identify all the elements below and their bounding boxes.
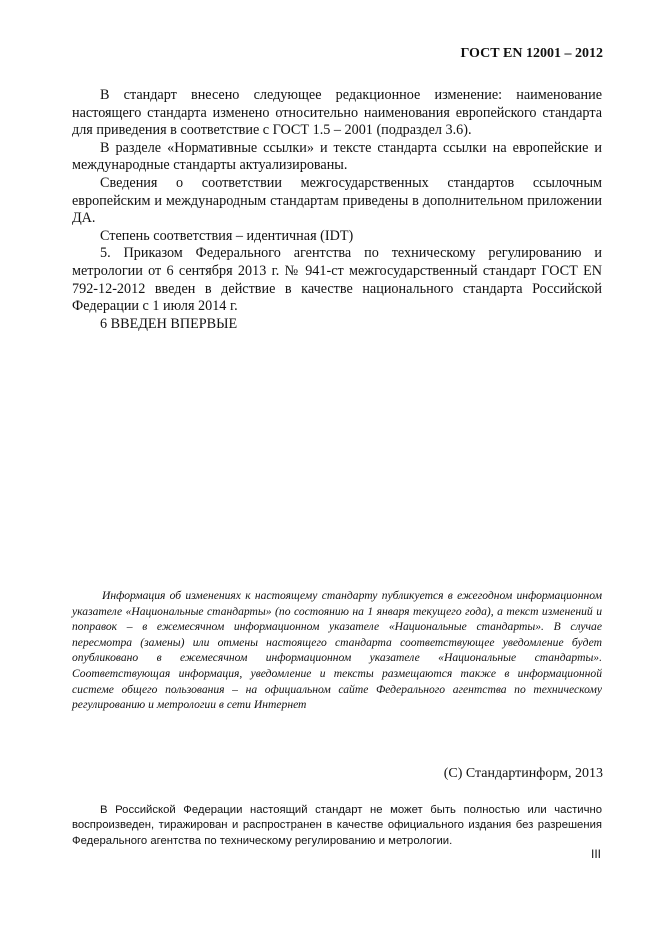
paragraph-correspondence-info: Сведения о соответствии межгосударственных стандартов ссылочным европейским и международным стандартам приведены в дополнительном приложении ДА. — [72, 174, 602, 227]
preface-body — [72, 87, 602, 333]
info-note-text: Информация об изменениях к настоящему стандарту публикуется в ежегодном информационном указателе «Национальные стандарты» (по состоянию на 1 января текущего года), а текст изменений и поправок – в ежемесячном информационном указателе «Национальные стандарты». В случае пересмотра (замены) или отмены настоящего стандарта соответствующее уведомление будет опубликовано в ежемесячном информационном указателе «Национальные стандарты». Соответствующая информация, уведомление и тексты размещаются также в информационной системе общего пользования – на официальном сайте Федерального агентства по техническому регулированию и метрологии в сети Интернет — [72, 589, 602, 712]
reprint-notice — [72, 803, 602, 849]
paragraph-degree-of-correspondence: Степень соответствия – идентичная (IDT) — [100, 227, 354, 244]
changes-info-note — [72, 588, 602, 713]
page-number: III — [590, 847, 601, 861]
paragraph-order: 5. Приказом Федерального агентства по техническому регулированию и метрологии от 6 сентября 2013 г. № 941-ст межгосударственный стандарт ГОСТ EN 792-12-2012 введен в действие в качестве национального стандарта Российской Федерации с 1 июля 2014 г. — [72, 245, 602, 315]
paragraph-editorial-change: В стандарт внесено следующее редакционное изменение: наименование настоящего стандарта изменено относительно наименования европейского стандарта для приведения в соответствие с ГОСТ 1.5 – 2001 (подраздел 3.6). — [72, 87, 602, 139]
reprint-notice-text: В Российской Федерации настоящий стандарт не может быть полностью или частично воспроизведен, тиражирован и распространен в качестве официального издания без разрешения Федерального агентства по техническому регулированию и метрологии. — [72, 804, 602, 847]
standard-code-header: ГОСТ EN 12001 – 2012 — [460, 46, 603, 61]
paragraph-normative-references: В разделе «Нормативные ссылки» и тексте стандарта ссылки на европейские и международные стандарты актуализированы. — [72, 139, 602, 174]
paragraph-first-introduced: 6 ВВЕДЕН ВПЕРВЫЕ — [100, 315, 238, 332]
copyright-line: (С) Стандартинформ, 2013 — [443, 766, 603, 781]
